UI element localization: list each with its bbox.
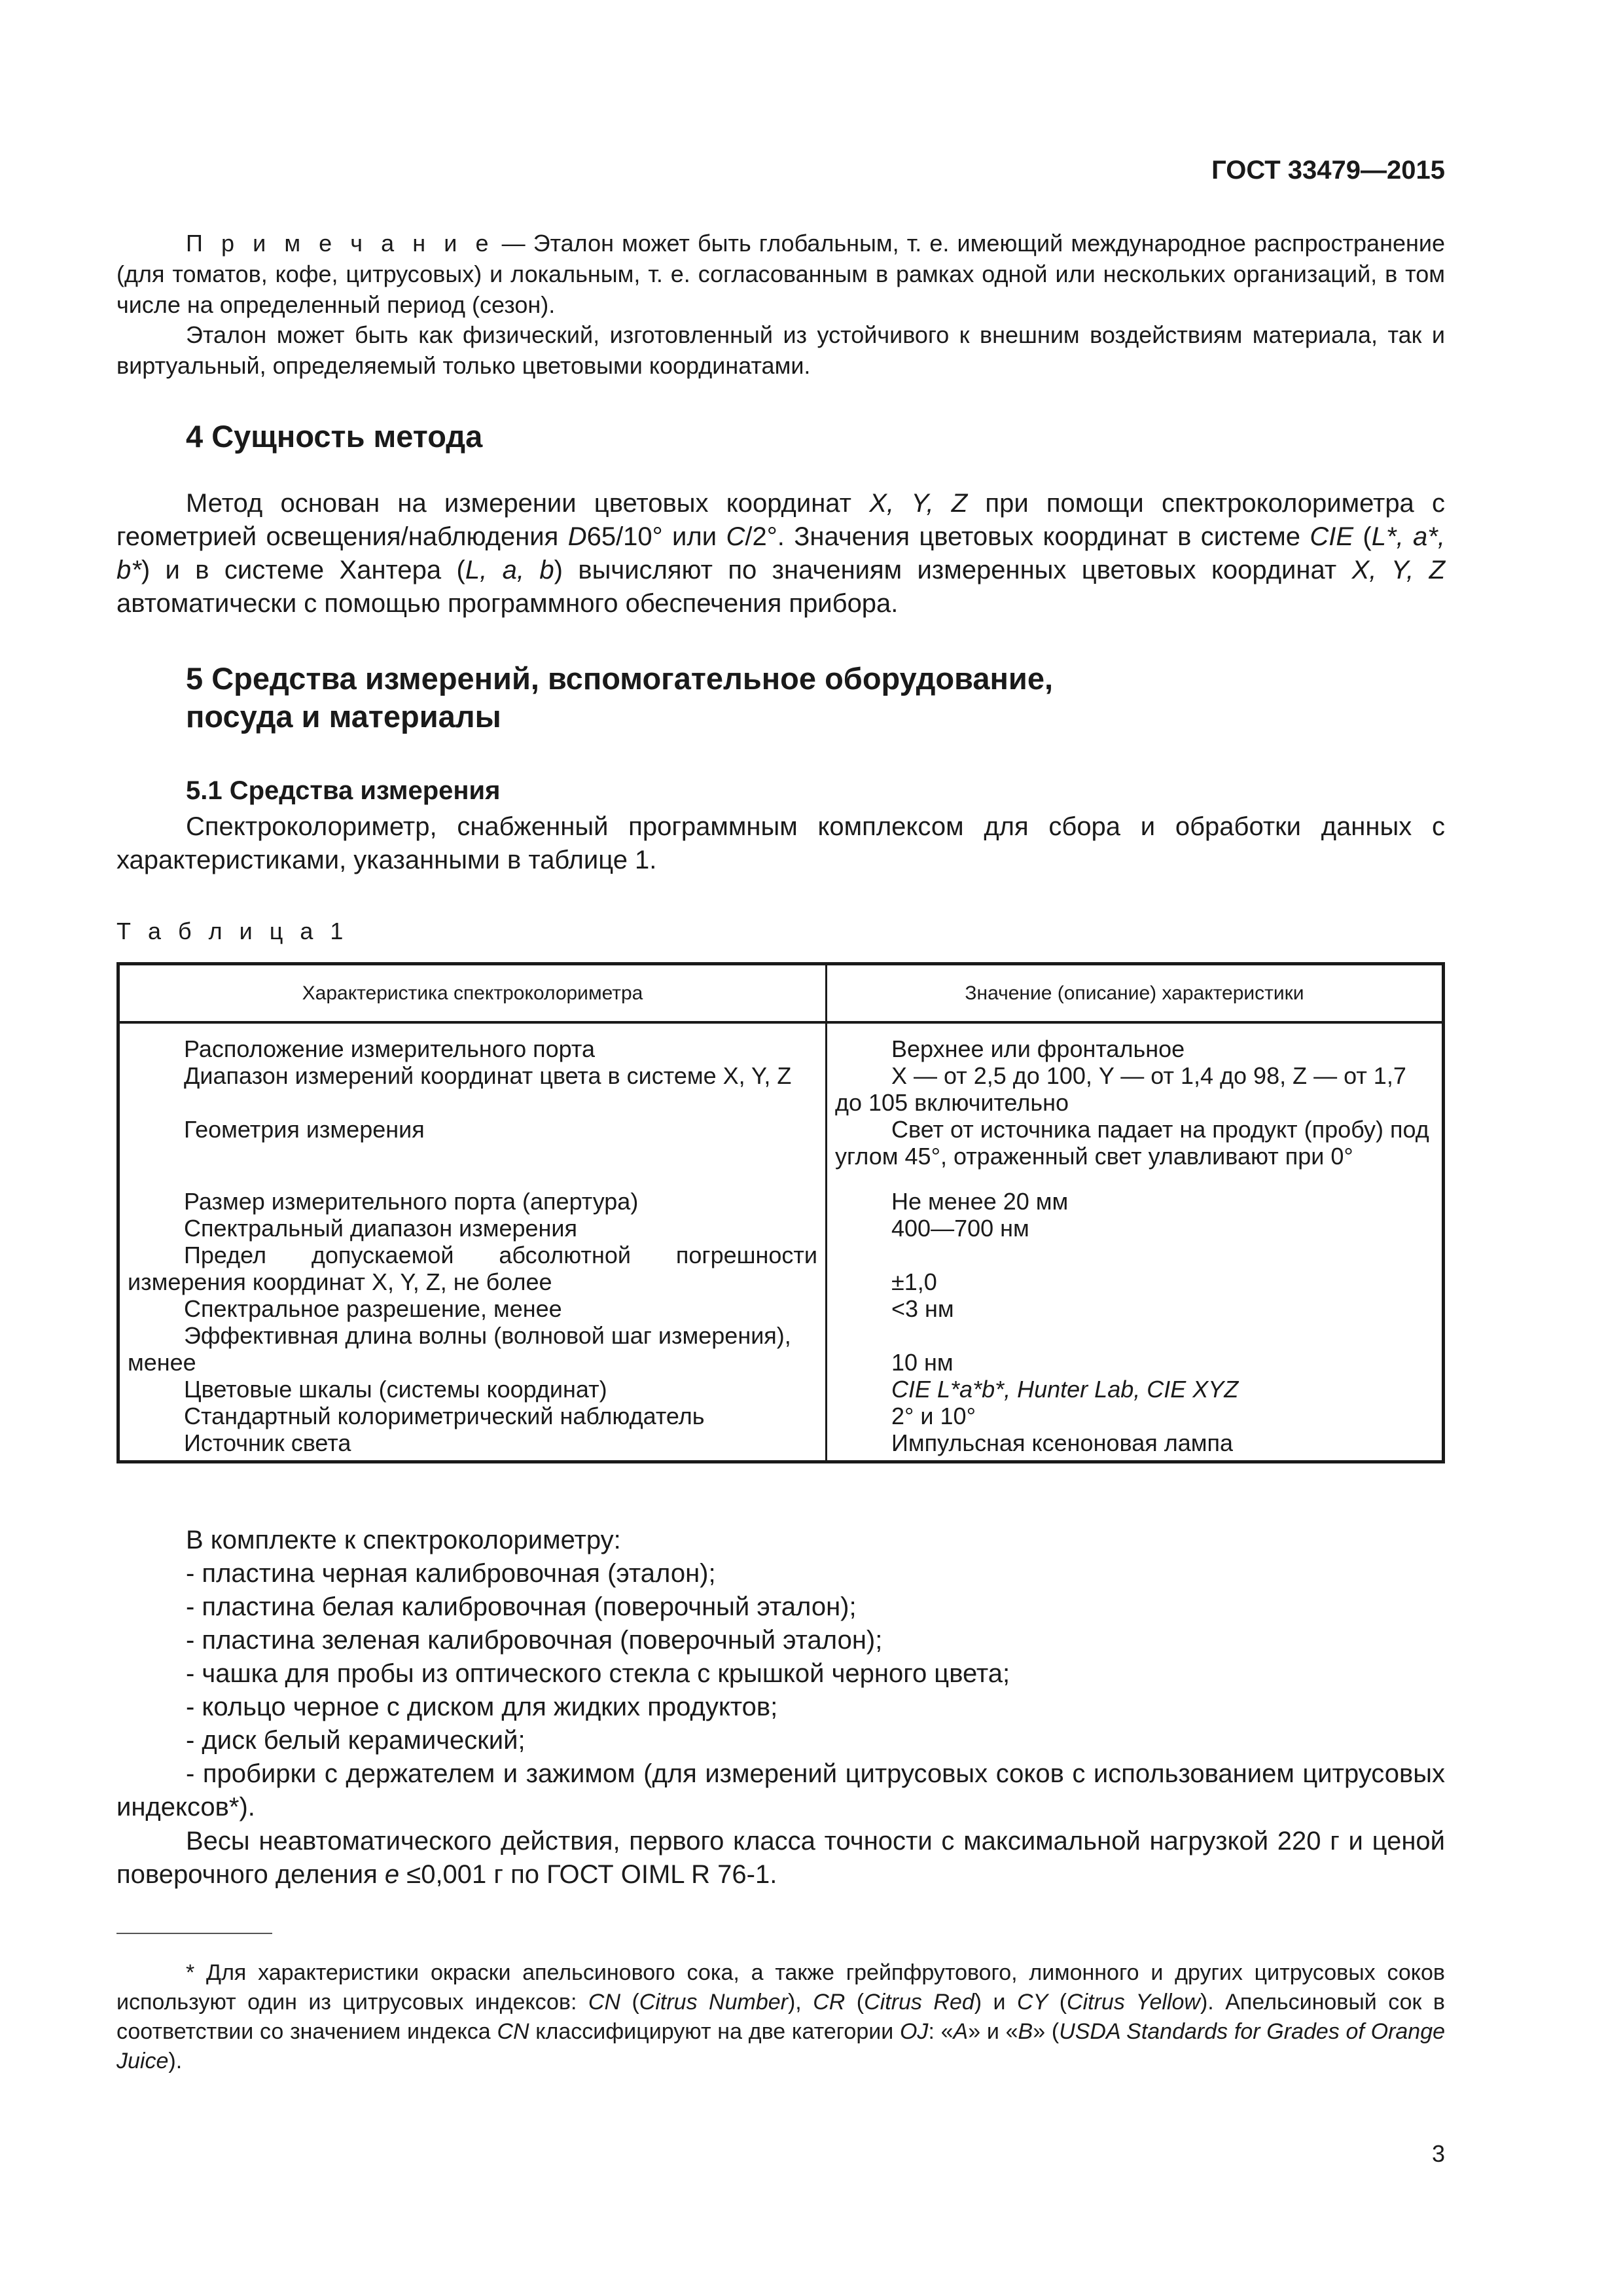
footnote-divider xyxy=(116,1933,272,1934)
note-paragraph xyxy=(116,228,1445,320)
table-row: Эффективная длина волны (волновой шаг измерения), менее 10 нм xyxy=(118,1322,1444,1376)
table-row: Расположение измерительного порта Верхнее или фронтальное xyxy=(118,1022,1444,1062)
note-paragraph-2: Эталон может быть как физический, изготовленный из устойчивого к внешним воздействиям материала, так и виртуальный, определяемый только цветовыми координатами. xyxy=(116,321,1445,379)
table-row: Размер измерительного порта (апертура) Не менее 20 мм xyxy=(118,1188,1444,1215)
document-number: ГОСТ 33479—2015 xyxy=(1211,156,1445,185)
table-row: Источник света Импульсная ксеноновая лампа xyxy=(118,1429,1444,1462)
kit-item: - пластина зеленая калибровочная (поверочный эталон); xyxy=(186,1626,883,1655)
scales-paragraph: Весы неавтоматического действия, первого класса точности с максимальной нагрузкой 220 г и ценой поверочного деления e ≤0,001 г по ГОСТ OIML R 76-1. xyxy=(116,1827,1445,1889)
table-row: Стандартный колориметрический наблюдатель 2° и 10° xyxy=(118,1403,1444,1429)
table-caption: Т а б л и ц а 1 xyxy=(116,918,349,944)
section-5-title: 5 Средства измерений, вспомогательное оборудование, посуда и материалы xyxy=(186,661,1054,734)
subsection-5-1-intro: Спектроколориметр, снабженный программным комплексом для сбора и обработки данных с характеристиками, указанными в таблице 1. xyxy=(116,812,1445,874)
kit-item: - пластина белая калибровочная (поверочный эталон); xyxy=(186,1592,857,1621)
table-row: Предел допускаемой абсолютной погрешности измерения координат X, Y, Z, не более ±1,0 xyxy=(118,1242,1444,1295)
kit-item: - пластина черная калибровочная (эталон); xyxy=(186,1559,716,1588)
kit-intro: В комплекте к спектроколориметру: xyxy=(186,1526,621,1554)
section-4-paragraph: Метод основан на измерении цветовых координат X, Y, Z при помощи спектроколориметра с геометрией освещения/наблюдения D65/10° или C/2°. Значения цветовых координат в системе CIE (L*, a*, b*) и в системе Хантера (L, a, b) вычисляют по значениям измеренных цветовых координат X, Y, Z автоматически с помощью программного обеспечения прибора. xyxy=(116,489,1446,618)
note-text: — Эталон может быть глобальным, т. е. имеющий международное распространение (для томатов, кофе, цитрусовых) и локальным, т. е. согласованным в рамках одной или нескольких организаций, в том числе на определенный период (сезон). xyxy=(116,230,1445,318)
kit-item: - чашка для пробы из оптического стекла с крышкой черного цвета; xyxy=(186,1659,1010,1688)
footnote: * Для характеристики окраски апельсинового сока, а также грейпфрутового, лимонного и других цитрусовых соков используют один из цитрусовых индексов: CN (Citrus Number), CR (Citrus Red) и CY (Citrus Yellow). Апельсиновый сок в соответствии со значением индекса CN классифицируют на две категории OJ: «A» и «B» (USDA Standards for Grades of Orange Juice). xyxy=(116,1960,1446,2073)
note-label: П р и м е ч а н и е xyxy=(186,230,494,257)
specs-table xyxy=(116,962,1445,1463)
kit-item: - пробирки с держателем и зажимом (для измерений цитрусовых соков с использованием цитрусовых индексов*). xyxy=(116,1759,1445,1821)
table-row: Диапазон измерений координат цвета в системе X, Y, Z X — от 2,5 до 100, Y — от 1,4 до 98, Z — от 1,7 до 105 включительно xyxy=(118,1062,1444,1116)
table-header-characteristic: Характеристика спектроколориметра xyxy=(118,964,827,1023)
subsection-5-1-title: 5.1 Средства измерения xyxy=(186,776,501,805)
section-4-title: 4 Сущность метода xyxy=(186,419,483,454)
table-row: Спектральное разрешение, менее <3 нм xyxy=(118,1295,1444,1322)
table-row: Спектральный диапазон измерения 400—700 нм xyxy=(118,1215,1444,1242)
table-header-value: Значение (описание) характеристики xyxy=(827,964,1444,1023)
table-row: Цветовые шкалы (системы координат) CIE L*a*b*, Hunter Lab, CIE XYZ xyxy=(118,1376,1444,1403)
kit-item: - диск белый керамический; xyxy=(186,1726,526,1755)
page-number: 3 xyxy=(1431,2140,1445,2167)
table-row: Геометрия измерения Свет от источника падает на продукт (пробу) под углом 45°, отраженный свет улавливают при 0° xyxy=(118,1116,1444,1188)
kit-item: - кольцо черное с диском для жидких продуктов; xyxy=(186,1693,778,1721)
